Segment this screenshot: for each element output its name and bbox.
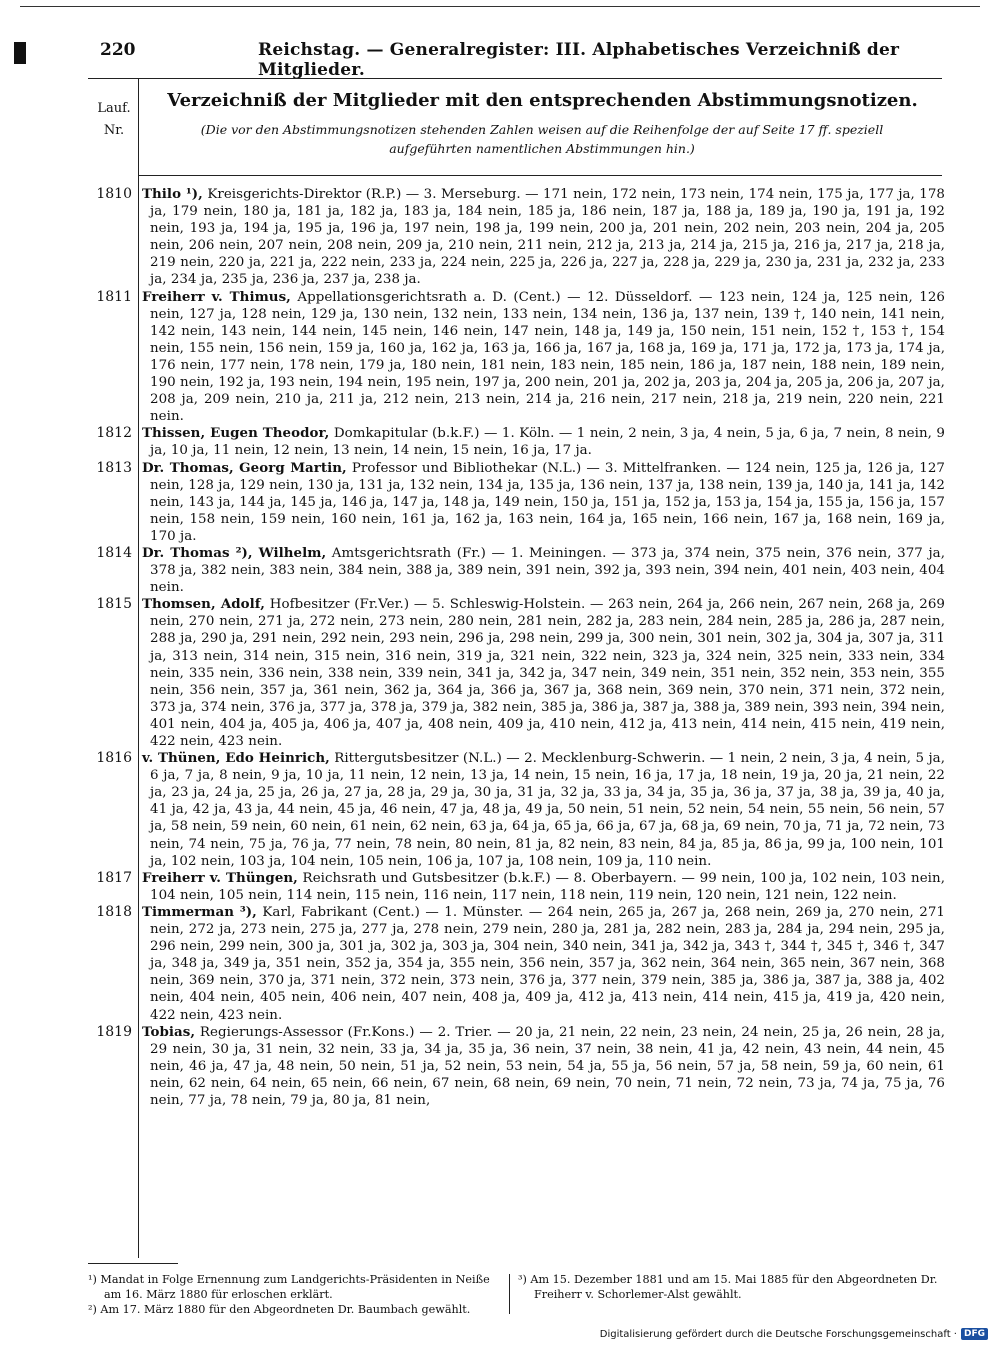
member-entry (80, 870, 945, 904)
entry-text (142, 186, 945, 289)
thumb-index-mark (14, 42, 26, 64)
entry-number: 1812 (96, 425, 132, 442)
entry-number: 1810 (96, 186, 132, 202)
member-name: Thilo ¹), (142, 186, 203, 202)
entry-text (142, 460, 945, 545)
entry-text (142, 904, 945, 1024)
vote-record: Regierungs-Assessor (Fr.Kons.) — 2. Trier. — 20 ja, 21 nein, 22 nein, 23 nein, 24 nein, 25 ja, 26 nein, 28 ja, 29 nein, 30 ja, 31 nein, 32 nein, 33 ja, 34 ja, 35 ja, 36 nein, 37 nein, 38 nein, 41 ja, 42 nein, 43 nein, 44 nein, 45 nein, 46 ja, 47 ja, 48 nein, 50 nein, 51 ja, 52 nein, 53 nein, 54 ja, 55 ja, 56 nein, 57 ja, 58 nein, 59 ja, 60 nein, 61 nein, 62 nein, 64 nein, 65 nein, 66 nein, 67 nein, 68 nein, 69 nein, 70 nein, 71 nein, 72 nein, 73 ja, 74 ja, 75 ja, 76 nein, 77 ja, 78 nein, 79 ja, 80 ja, 81 nein, (150, 1024, 945, 1108)
vote-record: Appellationsgerichtsrath a. D. (Cent.) — 12. Düsseldorf. — 123 nein, 124 ja, 125 nein, 126 nein, 127 ja, 128 nein, 129 ja, 130 nein, 132 nein, 133 nein, 134 nein, 136 ja, 137 nein, 139 †, 140 nein, 141 nein, 142 nein, 143 nein, 144 nein, 145 nein, 146 nein, 147 nein, 148 ja, 149 ja, 150 nein, 151 nein, 152 †, 153 †, 154 nein, 155 nein, 156 nein, 159 ja, 160 ja, 162 ja, 163 ja, 166 ja, 167 ja, 168 ja, 169 ja, 171 ja, 172 ja, 173 ja, 174 ja, 176 nein, 177 nein, 178 nein, 179 ja, 180 nein, 181 nein, 183 nein, 185 nein, 186 ja, 187 nein, 188 nein, 189 nein, 190 nein, 192 ja, 193 nein, 194 nein, 195 nein, 197 ja, 200 nein, 201 ja, 202 ja, 203 ja, 204 ja, 205 ja, 206 ja, 207 ja, 208 ja, 209 nein, 210 ja, 211 ja, 212 nein, 213 nein, 214 ja, 216 nein, 217 nein, 218 ja, 219 nein, 220 nein, 221 nein. (150, 289, 945, 425)
member-name: Dr. Thomas ²), Wilhelm, (142, 544, 327, 561)
member-list (80, 186, 945, 1109)
top-rule (20, 6, 980, 7)
dfg-logo: DFG (961, 1328, 988, 1340)
entry-number: 1813 (96, 459, 132, 476)
member-entry (80, 186, 945, 289)
vote-record: Domkapitular (b.k.F.) — 1. Köln. — 1 nein, 2 nein, 3 ja, 4 nein, 5 ja, 6 ja, 7 nein, 8 nein, 9 ja, 10 ja, 11 nein, 12 nein, 13 nein, 14 nein, 15 nein, 16 ja, 17 ja. (150, 426, 945, 459)
entry-number: 1816 (96, 750, 132, 767)
vote-record: Rittergutsbesitzer (N.L.) — 2. Mecklenburg-Schwerin. — 1 nein, 2 nein, 3 ja, 4 nein, 5 ja, 6 ja, 7 ja, 8 nein, 9 ja, 10 ja, 11 nein, 12 nein, 13 ja, 14 nein, 15 nein, 16 ja, 17 ja, 18 nein, 19 ja, 20 ja, 21 nein, 22 ja, 23 ja, 24 ja, 25 ja, 26 ja, 27 ja, 28 ja, 29 ja, 30 ja, 31 ja, 32 ja, 33 ja, 34 ja, 35 ja, 36 ja, 37 ja, 38 ja, 39 ja, 40 ja, 41 ja, 42 ja, 43 ja, 44 nein, 45 ja, 46 nein, 47 ja, 48 ja, 49 ja, 50 nein, 51 nein, 52 nein, 54 nein, 55 nein, 56 nein, 57 ja, 58 nein, 59 nein, 60 nein, 61 nein, 62 nein, 63 ja, 64 ja, 65 ja, 66 ja, 67 ja, 68 ja, 69 nein, 70 ja, 71 ja, 72 nein, 73 nein, 74 nein, 75 ja, 76 ja, 77 nein, 78 nein, 80 nein, 81 ja, 82 nein, 83 nein, 84 ja, 85 ja, 86 ja, 99 ja, 100 nein, 101 ja, 102 nein, 103 ja, 104 nein, 105 nein, 106 ja, 107 ja, 108 nein, 109 ja, 110 nein. (150, 751, 945, 869)
footnote-separator (509, 1274, 510, 1314)
nr-label: Nr. (103, 123, 125, 138)
running-title: Reichstag. — Generalregister: III. Alphabetisches Verzeichniß der Mitglieder. (258, 40, 900, 80)
entry-text (142, 425, 945, 459)
member-name: Dr. Thomas, Georg Martin, (142, 459, 347, 476)
footnote: ²) Am 17. März 1880 für den Abgeordneten Dr. Baumbach gewählt. (88, 1303, 471, 1316)
column-header-lauf-nr (92, 98, 136, 142)
member-entry (80, 904, 945, 1024)
entry-text (142, 870, 945, 904)
entry-text (142, 1024, 945, 1109)
footnote: ¹) Mandat in Folge Ernennung zum Landgerichts-Präsidenten in Neiße am 16. März 1880 für erloschen erklärt. (88, 1273, 490, 1301)
member-entry (80, 1024, 945, 1109)
footnote-rule (88, 1263, 178, 1264)
entry-text (142, 545, 945, 596)
header-rule (138, 175, 942, 176)
member-name: Freiherr v. Thüngen, (142, 869, 298, 886)
member-entry (80, 289, 945, 426)
frame-top-rule (88, 78, 942, 79)
vote-record: Amtsgerichtsrath (Fr.) — 1. Meiningen. — 373 ja, 374 nein, 375 nein, 376 nein, 377 ja, 378 ja, 382 nein, 383 nein, 384 nein, 388 ja, 389 nein, 391 nein, 392 ja, 393 nein, 394 nein, 401 nein, 403 nein, 404 nein. (150, 545, 946, 596)
entry-number: 1819 (96, 1023, 132, 1040)
member-name: Tobias, (142, 1023, 196, 1040)
member-name: Thomsen, Adolf, (142, 596, 266, 613)
member-name: Thissen, Eugen Theodor, (142, 425, 330, 442)
member-name: v. Thünen, Edo Heinrich, (142, 750, 330, 767)
member-entry (80, 460, 945, 545)
lauf-label: Lauf. (97, 101, 131, 116)
footnote: ³) Am 15. Dezember 1881 und am 15. Mai 1885 für den Abgeordneten Dr. Freiherr v. Schorlemer-Alst gewählt. (518, 1273, 938, 1301)
page-number: 220 (100, 40, 136, 60)
digitization-credit (600, 1328, 988, 1340)
entry-text (142, 596, 945, 750)
vote-record: Hofbesitzer (Fr.Ver.) — 5. Schleswig-Holstein. — 263 nein, 264 ja, 266 nein, 267 nein, 268 ja, 269 nein, 270 nein, 271 ja, 272 nein, 273 nein, 280 nein, 281 nein, 282 ja, 283 nein, 284 nein, 285 ja, 286 ja, 287 nein, 288 ja, 290 ja, 291 nein, 292 nein, 293 nein, 296 ja, 298 nein, 299 ja, 300 nein, 301 nein, 302 ja, 304 ja, 307 ja, 311 ja, 313 nein, 314 nein, 315 nein, 316 nein, 319 ja, 321 nein, 322 nein, 323 ja, 324 nein, 325 nein, 333 nein, 334 nein, 335 nein, 336 nein, 338 nein, 339 nein, 341 ja, 342 ja, 347 nein, 349 nein, 351 nein, 352 nein, 353 nein, 355 nein, 356 nein, 357 ja, 361 nein, 362 ja, 364 ja, 366 ja, 367 ja, 368 nein, 369 nein, 370 nein, 371 nein, 372 nein, 373 ja, 374 nein, 376 ja, 377 ja, 378 ja, 379 ja, 382 nein, 385 ja, 386 ja, 387 ja, 388 ja, 389 nein, 393 nein, 394 nein, 401 nein, 404 ja, 405 ja, 406 ja, 407 ja, 408 nein, 409 ja, 410 nein, 412 ja, 413 nein, 414 nein, 415 nein, 419 nein, 422 nein, 423 nein. (150, 597, 945, 749)
member-entry (80, 750, 945, 870)
credit-text: Digitalisierung gefördert durch die Deutsche Forschungsgemeinschaft · (599, 1328, 957, 1340)
section-title: Verzeichniß der Mitglieder mit den entsprechenden Abstimmungsnotizen. (167, 90, 918, 111)
member-entry (80, 425, 945, 459)
vote-record: Professor und Bibliothekar (N.L.) — 3. Mittelfranken. — 124 nein, 125 ja, 126 ja, 127 nein, 128 ja, 129 nein, 130 ja, 131 ja, 132 nein, 134 ja, 135 ja, 136 nein, 137 ja, 138 nein, 139 ja, 140 ja, 141 ja, 142 nein, 143 ja, 144 ja, 145 ja, 146 ja, 147 ja, 148 ja, 149 nein, 150 ja, 151 ja, 152 ja, 153 ja, 154 ja, 155 ja, 156 ja, 157 nein, 158 nein, 159 nein, 160 nein, 161 ja, 162 ja, 163 nein, 164 ja, 165 nein, 166 nein, 167 ja, 168 nein, 169 ja, 170 ja. (150, 460, 945, 544)
entry-text (142, 750, 945, 870)
entry-number: 1815 (96, 596, 132, 613)
entry-number: 1814 (96, 544, 132, 561)
member-name: Freiherr v. Thimus, (142, 288, 291, 305)
vote-record: Kreisgerichts-Direktor (R.P.) — 3. Merseburg. — 171 nein, 172 nein, 173 nein, 174 nein, 175 ja, 177 ja, 178 ja, 179 nein, 180 ja, 181 ja, 182 ja, 183 ja, 184 nein, 185 ja, 186 nein, 187 ja, 188 ja, 189 ja, 190 ja, 191 ja, 192 nein, 193 ja, 194 ja, 195 ja, 196 ja, 197 nein, 198 ja, 199 nein, 200 ja, 201 nein, 202 nein, 203 nein, 204 ja, 205 nein, 206 nein, 207 nein, 208 nein, 209 ja, 210 nein, 211 nein, 212 ja, 213 ja, 214 ja, 215 ja, 216 ja, 217 ja, 218 ja, 219 nein, 220 ja, 221 ja, 222 nein, 233 ja, 224 nein, 225 ja, 226 ja, 227 ja, 228 ja, 229 ja, 230 ja, 231 ja, 232 ja, 233 ja, 234 ja, 235 ja, 236 ja, 237 ja, 238 ja. (150, 187, 945, 288)
vote-record: Reichsrath und Gutsbesitzer (b.k.F.) — 8. Oberbayern. — 99 nein, 100 ja, 102 nein, 103 nein, 104 nein, 105 nein, 114 nein, 115 nein, 116 nein, 117 nein, 118 nein, 119 nein, 120 nein, 121 nein, 122 nein. (150, 870, 945, 903)
footnotes-left (88, 1272, 503, 1317)
entry-number: 1817 (96, 869, 132, 886)
entry-text (142, 289, 945, 426)
entry-number: 1818 (96, 903, 132, 920)
vote-record: Karl, Fabrikant (Cent.) — 1. Münster. — 264 nein, 265 ja, 267 ja, 268 nein, 269 ja, 270 nein, 271 nein, 272 ja, 273 nein, 275 ja, 277 ja, 278 nein, 279 nein, 280 ja, 281 ja, 282 nein, 283 ja, 284 ja, 294 nein, 295 ja, 296 nein, 299 nein, 300 ja, 301 ja, 302 ja, 303 ja, 304 nein, 340 nein, 341 ja, 342 ja, 343 †, 344 †, 345 †, 346 †, 347 ja, 348 ja, 349 ja, 351 nein, 352 ja, 354 ja, 355 nein, 356 nein, 357 ja, 362 nein, 364 nein, 365 nein, 367 nein, 368 nein, 369 nein, 370 ja, 371 nein, 372 nein, 373 nein, 376 ja, 377 nein, 379 nein, 385 ja, 386 ja, 387 ja, 388 ja, 402 nein, 404 nein, 405 nein, 406 nein, 407 nein, 408 ja, 409 ja, 412 ja, 413 nein, 414 nein, 415 ja, 419 ja, 420 nein, 422 nein, 423 nein. (150, 904, 945, 1023)
footnotes-right (518, 1272, 943, 1302)
member-name: Timmerman ³), (142, 903, 257, 920)
entry-number: 1811 (96, 288, 132, 305)
section-note: (Die vor den Abstimmungsnotizen stehenden Zahlen weisen auf die Reihenfolge der auf Seite 17 ff. speziell aufgeführten namentlichen Abstimmungen hin.) (200, 122, 884, 156)
member-entry (80, 596, 945, 750)
member-entry (80, 545, 945, 596)
